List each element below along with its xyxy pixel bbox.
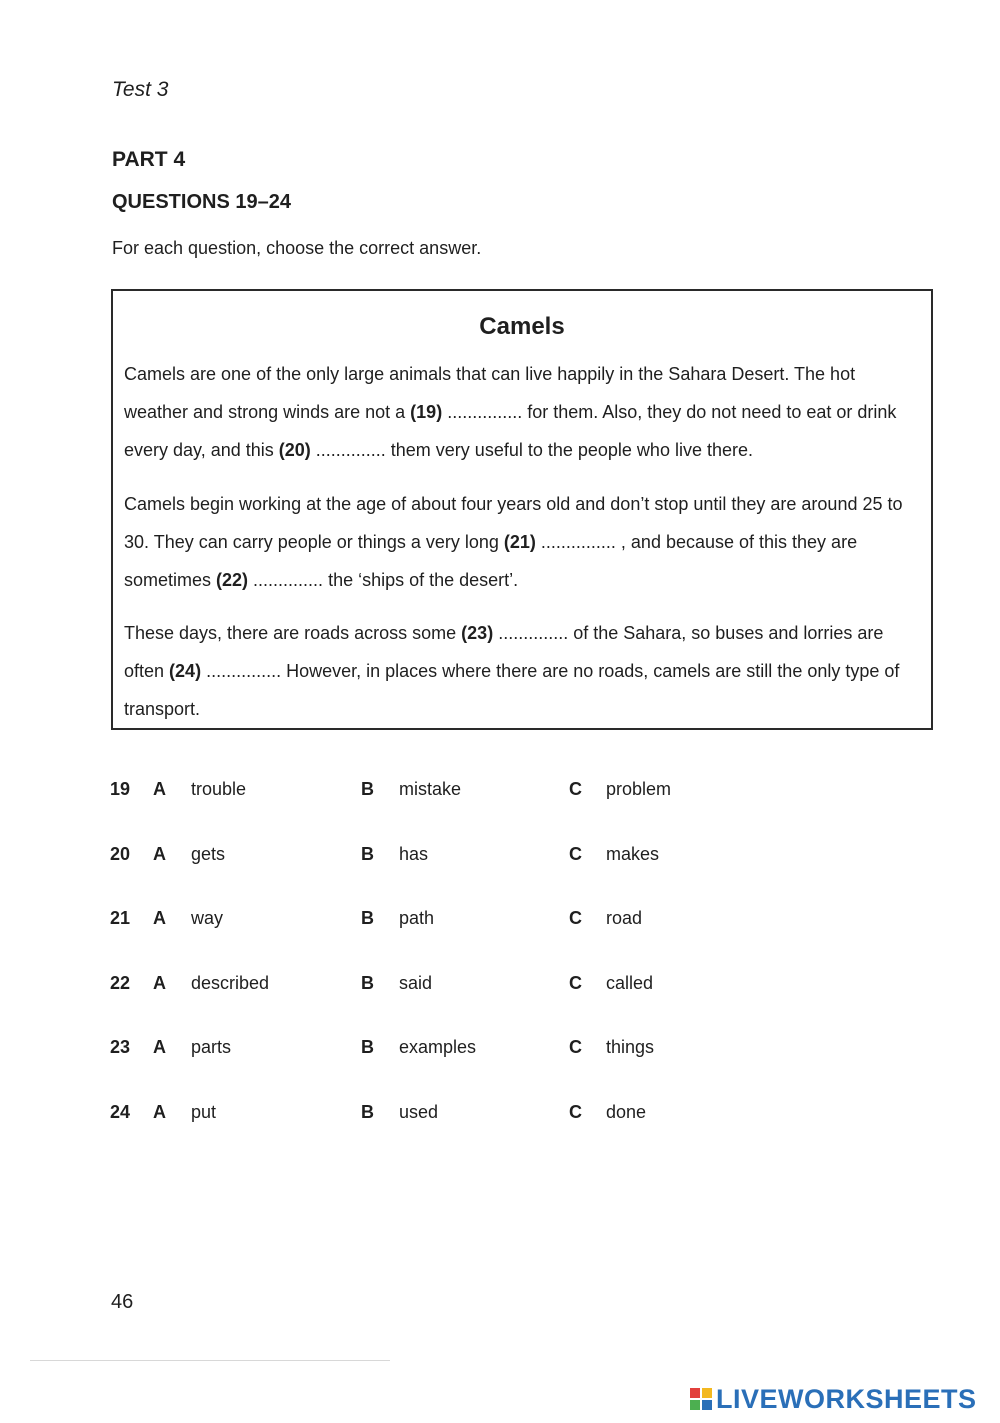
option-letter-c: C bbox=[569, 1037, 582, 1057]
option-c: done bbox=[606, 1102, 647, 1122]
option-b: has bbox=[399, 844, 429, 864]
paragraph-text: ............... for them. Also, they do not need to eat or drink every day, and this bbox=[124, 402, 897, 460]
option-letter-b: B bbox=[361, 908, 374, 928]
option-letter-c: C bbox=[569, 1102, 582, 1122]
divider bbox=[30, 1360, 390, 1361]
option-a: trouble bbox=[191, 779, 247, 799]
option-letter-b: B bbox=[361, 1037, 374, 1057]
gap-number-22: (22) bbox=[216, 570, 249, 590]
passage-title: Camels bbox=[479, 313, 565, 340]
question-number: 24 bbox=[110, 1102, 131, 1122]
instructions: For each question, choose the correct answer. bbox=[112, 238, 482, 258]
questions-title: QUESTIONS 19–24 bbox=[112, 191, 291, 213]
option-b: mistake bbox=[399, 779, 462, 799]
option-c: road bbox=[606, 908, 643, 928]
option-b: path bbox=[399, 908, 435, 928]
option-a: way bbox=[191, 908, 224, 928]
question-number: 19 bbox=[110, 779, 131, 799]
option-c: things bbox=[606, 1037, 655, 1057]
option-letter-b: B bbox=[361, 1102, 374, 1122]
paragraph-text: ............... , and because of this they are sometimes bbox=[124, 532, 858, 590]
option-b: used bbox=[399, 1102, 439, 1122]
option-row-19 bbox=[0, 779, 1000, 809]
passage-box bbox=[111, 289, 933, 730]
paragraph-text: Camels begin working at the age of about four years old and don’t stop until they are around 25 to 30. They can carry people or things a very long bbox=[124, 494, 903, 552]
liveworksheets-logo-icon bbox=[690, 1388, 712, 1410]
option-letter-b: B bbox=[361, 844, 374, 864]
test-label: Test 3 bbox=[112, 78, 169, 101]
paragraph-text: These days, there are roads across some bbox=[124, 623, 462, 643]
gap-number-23: (23) bbox=[461, 623, 494, 643]
option-letter-a: A bbox=[153, 908, 166, 928]
logo-square bbox=[702, 1388, 712, 1398]
passage-paragraph-1 bbox=[124, 355, 924, 469]
option-letter-c: C bbox=[569, 844, 582, 864]
page-number: 46 bbox=[111, 1291, 134, 1313]
option-a: put bbox=[191, 1102, 217, 1122]
gap-number-19: (19) bbox=[410, 402, 443, 422]
paragraph-text: .............. of the Sahara, so buses and lorries are often bbox=[124, 623, 884, 681]
question-number: 21 bbox=[110, 908, 131, 928]
question-number: 23 bbox=[110, 1037, 131, 1057]
paragraph-text: Camels are one of the only large animals that can live happily in the Sahara Desert. The hot weather and strong winds are not a bbox=[124, 364, 856, 422]
brand-name: LIVEWORKSHEETS bbox=[716, 1383, 977, 1414]
logo-square bbox=[702, 1400, 712, 1410]
option-a: parts bbox=[191, 1037, 232, 1057]
option-letter-c: C bbox=[569, 779, 582, 799]
option-letter-a: A bbox=[153, 779, 166, 799]
option-letter-a: A bbox=[153, 1037, 166, 1057]
option-row-20 bbox=[0, 844, 1000, 874]
option-row-24 bbox=[0, 1102, 1000, 1132]
option-letter-c: C bbox=[569, 973, 582, 993]
liveworksheets-brand bbox=[690, 1384, 977, 1414]
option-b: examples bbox=[399, 1037, 477, 1057]
question-number: 20 bbox=[110, 844, 131, 864]
option-a: described bbox=[191, 973, 270, 993]
option-letter-b: B bbox=[361, 779, 374, 799]
question-number: 22 bbox=[110, 973, 131, 993]
passage-paragraph-3 bbox=[124, 614, 924, 728]
logo-square bbox=[690, 1400, 700, 1410]
option-row-21 bbox=[0, 908, 1000, 938]
option-letter-c: C bbox=[569, 908, 582, 928]
gap-number-20: (20) bbox=[278, 440, 311, 460]
option-letter-a: A bbox=[153, 844, 166, 864]
option-letter-a: A bbox=[153, 973, 166, 993]
paragraph-text: .............. the ‘ships of the desert’. bbox=[248, 570, 519, 590]
option-c: makes bbox=[606, 844, 660, 864]
gap-number-21: (21) bbox=[503, 532, 536, 552]
passage-paragraph-2 bbox=[124, 485, 924, 599]
logo-square bbox=[690, 1388, 700, 1398]
option-row-22 bbox=[0, 973, 1000, 1003]
part-title: PART 4 bbox=[112, 148, 186, 171]
option-letter-b: B bbox=[361, 973, 374, 993]
option-a: gets bbox=[191, 844, 226, 864]
option-row-23 bbox=[0, 1037, 1000, 1067]
paragraph-text: .............. them very useful to the people who live there. bbox=[310, 440, 753, 460]
option-b: said bbox=[399, 973, 433, 993]
paragraph-text: ............... However, in places where there are no roads, camels are still the only type of transport. bbox=[124, 661, 900, 719]
gap-number-24: (24) bbox=[169, 661, 202, 681]
option-c: called bbox=[606, 973, 654, 993]
option-letter-a: A bbox=[153, 1102, 166, 1122]
option-c: problem bbox=[606, 779, 672, 799]
